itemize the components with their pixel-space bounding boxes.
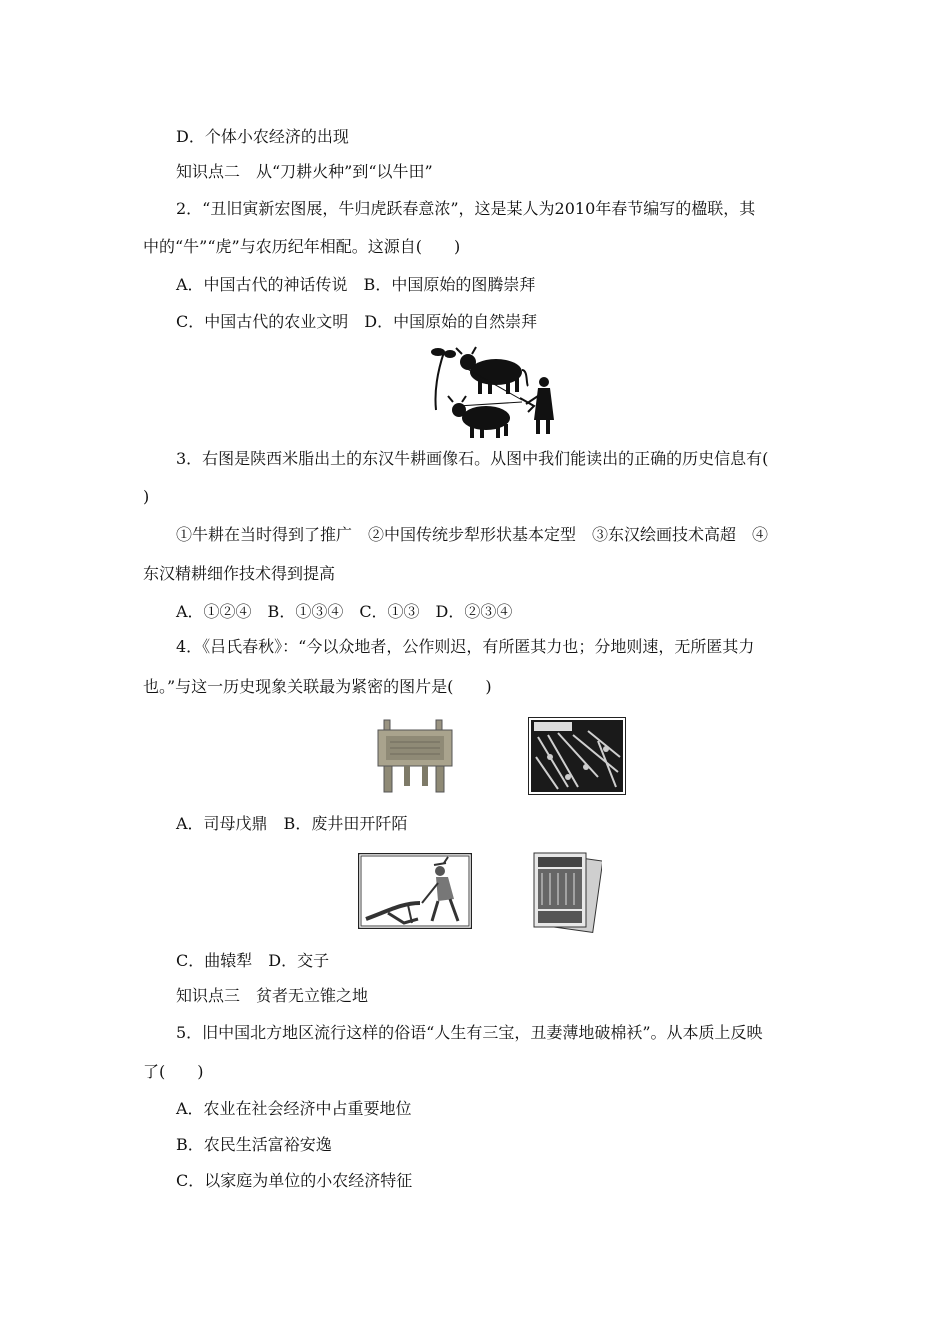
curved-shaft-plow-image: [358, 853, 472, 929]
question-2-options-cd: C．中国古代的农业文明 D．中国原始的自然崇拜: [176, 312, 538, 331]
question-3-statements-2: 东汉精耕细作技术得到提高: [143, 564, 336, 583]
question-4-options-ab: A．司母戊鼎 B．废井田开阡陌: [176, 814, 408, 833]
abolish-well-field-image: [528, 717, 626, 795]
section-heading-3: 知识点三 贫者无立锥之地: [176, 986, 369, 1005]
question-2-options-ab: A．中国古代的神话传说 B．中国原始的图腾崇拜: [176, 275, 536, 294]
ox-plowing-relief-image: [422, 340, 560, 440]
jiaozi-paper-money-image: [530, 851, 602, 933]
question-5-line-1: 5．旧中国北方地区流行这样的俗语“人生有三宝，丑妻薄地破棉袄”。从本质上反映: [176, 1023, 763, 1042]
question-3-line-1: 3．右图是陕西米脂出土的东汉牛耕画像石。从图中我们能读出的正确的历史信息有(: [176, 449, 769, 468]
question-4-line-1: 4．《吕氏春秋》：“今以众地者，公作则迟，有所匿其力也；分地则速，无所匿其力: [176, 637, 755, 656]
question-5-option-c: C．以家庭为单位的小农经济特征: [176, 1171, 413, 1190]
simuwu-ding-image: [374, 716, 456, 794]
question-2-line-2: 中的“牛”“虎”与农历纪年相配。这源自( ): [143, 237, 461, 256]
question-4-line-2: 也。”与这一历史现象关联最为紧密的图片是( ): [143, 677, 492, 696]
question-4-options-cd: C．曲辕犁 D．交子: [176, 951, 330, 970]
option-1d: D．个体小农经济的出现: [176, 127, 349, 146]
section-heading-2: 知识点二 从“刀耕火种”到“以牛田”: [176, 162, 433, 181]
question-3-statements-1: ①牛耕在当时得到了推广 ②中国传统步犁形状基本定型 ③东汉绘画技术高超 ④: [176, 525, 769, 544]
question-5-option-a: A．农业在社会经济中占重要地位: [176, 1099, 412, 1118]
question-5-line-2: 了( ): [143, 1062, 204, 1081]
question-3-line-2: ): [143, 487, 150, 506]
question-5-option-b: B．农民生活富裕安逸: [176, 1135, 332, 1154]
question-2-line-1: 2．“丑旧寅新宏图展，牛归虎跃春意浓”，这是某人为2010年春节编写的楹联，其: [176, 199, 756, 218]
question-3-options: A．①②④ B．①③④ C．①③ D．②③④: [176, 602, 513, 621]
